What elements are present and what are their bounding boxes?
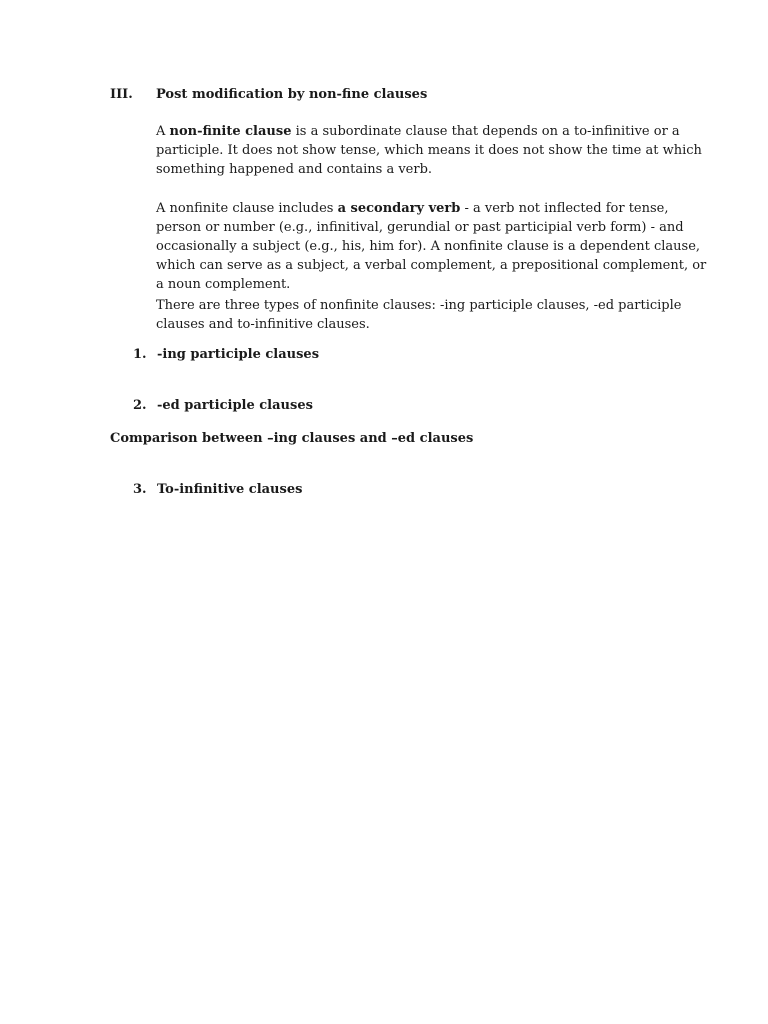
- section-title: Post modification by non-fine clauses: [156, 87, 428, 102]
- section-heading: [110, 86, 427, 104]
- section-number: III.: [110, 87, 133, 102]
- list-label: -ing participle clauses: [157, 347, 320, 362]
- paragraph-types: [156, 296, 716, 334]
- list-number: 2.: [133, 398, 147, 413]
- list-item-ing-clauses: [133, 346, 319, 364]
- list-number: 3.: [133, 482, 147, 497]
- list-item-ed-clauses: [133, 397, 313, 415]
- paragraph-text: A: [156, 124, 170, 139]
- list-item-to-infinitive-clauses: [133, 481, 302, 499]
- paragraph-secondary-verb: [156, 199, 716, 294]
- paragraph-text: - a verb not inflected for tense, person or number (e.g., infinitival, gerundial or past participial verb form) - and occasionally a subject (e.g., his, him for). A nonfinite clause is a dependent clause, which can serve as a subject, a verbal complement, a prepositional complement, or a noun complement.: [156, 201, 707, 292]
- paragraph-definition: [156, 122, 716, 179]
- list-number: 1.: [133, 347, 147, 362]
- paragraph-text: A nonfinite clause includes: [156, 201, 338, 216]
- term-non-finite-clause: non-finite clause: [169, 124, 292, 139]
- paragraph-text: is a subordinate clause that depends on a to-infinitive or a participle. It does not show tense, which means it does not show the time at which something happened and contains a verb.: [156, 124, 702, 177]
- list-label: To-infinitive clauses: [157, 482, 303, 497]
- comparison-heading: Comparison between –ing clauses and –ed clauses: [110, 431, 474, 446]
- term-secondary-verb: a secondary verb: [337, 201, 461, 216]
- list-label: -ed participle clauses: [157, 398, 313, 413]
- paragraph-text: There are three types of nonfinite clauses: -ing participle clauses, -ed participle clauses and to-infinitive clauses.: [156, 298, 682, 332]
